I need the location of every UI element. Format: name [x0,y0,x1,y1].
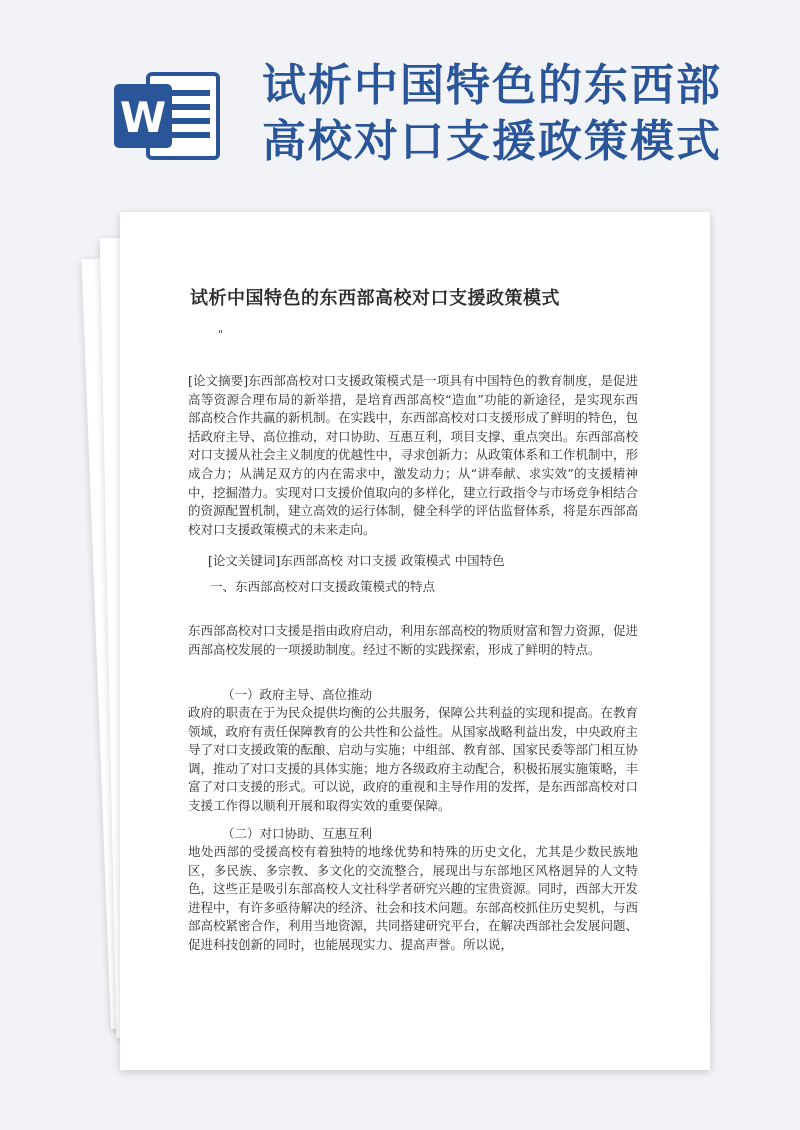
intro-paragraph: 东西部高校对口支援是指由政府启动，利用东部高校的物质财富和智力资源，促进西部高校发展的一项援助制度。经过不断的实践探索，形成了鲜明的特点。 [188,623,639,657]
header-title-line1: 试析中国特色的东西部 [262,60,722,111]
header-title-line2: 高校对口支援政策模式 [262,116,722,167]
subsection-heading-2: （二）对口协助、互惠互利 [222,826,373,841]
body-paragraph-2: 地处西部的受援高校有着独特的地缘优势和特殊的历史文化，尤其是少数民族地区，多民族、多宗教、多文化的交流整合，展现出与东部地区风格迥异的人文特色，这些正是吸引东部高校人文社科学者研究兴趣的宝贵资源。同时，西部大开发进程中，有许多亟待解决的经济、社会和技术问题。东部高校抓住历史契机，与西部高校紧密合作，利用当地资源，共同搭建研究平台，在解决西部社会发展问题、促进科技创新的同时，也能展现实力、提高声誉。所以说， [188,844,639,952]
subsection-heading-1: （一）政府主导、高位推动 [222,687,373,702]
keywords-line: [论文关键词]东西部高校 对口支援 政策模式 中国特色 [208,553,505,568]
svg-text:W: W [119,93,167,142]
word-document-icon [112,70,224,162]
document-title: 试析中国特色的东西部高校对口支援政策模式 [190,288,560,309]
section-heading: 一、东西部高校对口支援政策模式的特点 [210,579,436,594]
body-paragraph-1: 政府的职责在于为民众提供均衡的公共服务，保障公共利益的实现和提高。在教育领域，政府有责任保障教育的公共性和公益性。从国家战略利益出发，中央政府主导了对口支援政策的酝酿、启动与实施；中组部、教育部、国家民委等部门相互协调，推动了对口支援的具体实施；地方各级政府主动配合，积极拓展实施策略，丰富了对口支援的形式。可以说，政府的重视和主导作用的发挥，是东西部高校对口支援工作得以顺利开展和取得实效的重要保障。 [188,705,639,813]
abstract-paragraph: [论文摘要]东西部高校对口支援政策模式是一项具有中国特色的教育制度，是促进高等资源合理布局的新举措，是培育西部高校“造血”功能的新途径，是实现东西部高校合作共赢的新机制。在实践中，东西部高校对口支援形成了鲜明的特色，包括政府主导、高位推动，对口协助、互惠互利，项目支撑、重点突出。东西部高校对口支援从社会主义制度的优越性中，寻求创新力；从政策体系和工作机制中，形成合力；从满足双方的内在需求中，激发动力；从“讲奉献、求实效”的支援精神中，挖掘潜力。实现对口支援价值取向的多样化，建立行政指令与市场竞争相结合的资源配置机制，建立高效的运行体制，健全科学的评估监督体系，将是东西部高校对口支援政策模式的未来走向。 [188,373,639,537]
header-title [262,58,792,170]
document-page [120,212,710,1070]
quote-mark: " [218,328,224,341]
